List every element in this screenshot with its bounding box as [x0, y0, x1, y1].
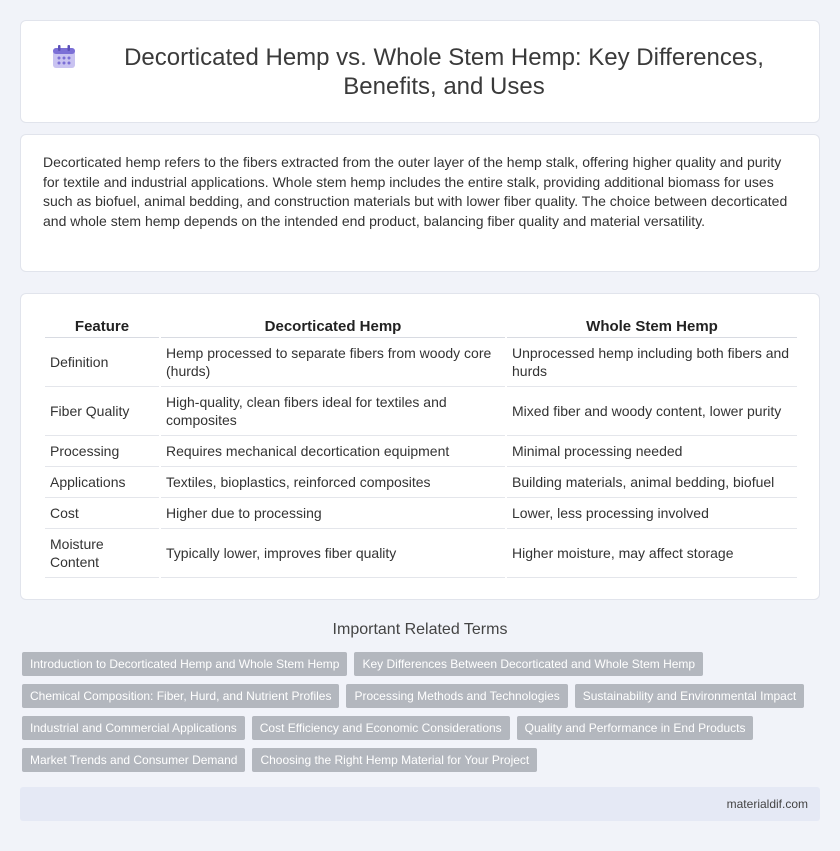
header-whole-stem: Whole Stem Hemp — [507, 314, 797, 338]
whole-stem-cell: Minimal processing needed — [507, 436, 797, 467]
decorticated-cell: High-quality, clean fibers ideal for textiles and composites — [161, 387, 505, 436]
feature-cell: Applications — [45, 467, 159, 498]
whole-stem-cell: Building materials, animal bedding, biofuel — [507, 467, 797, 498]
feature-cell: Processing — [45, 436, 159, 467]
table-row — [45, 436, 797, 467]
related-term-tag[interactable]: Sustainability and Environmental Impact — [575, 684, 804, 708]
related-term-tag[interactable]: Industrial and Commercial Applications — [22, 716, 245, 740]
related-term-tag[interactable]: Processing Methods and Technologies — [346, 684, 567, 708]
footer — [20, 787, 820, 821]
decorticated-cell: Typically lower, improves fiber quality — [161, 529, 505, 578]
related-terms-list — [22, 652, 822, 772]
whole-stem-cell: Lower, less processing involved — [507, 498, 797, 529]
table-row — [45, 338, 797, 387]
related-term-tag[interactable]: Introduction to Decorticated Hemp and Whole Stem Hemp — [22, 652, 347, 676]
feature-cell: Moisture Content — [45, 529, 159, 578]
whole-stem-cell: Higher moisture, may affect storage — [507, 529, 797, 578]
table-row — [45, 529, 797, 578]
table-row — [45, 498, 797, 529]
feature-cell: Fiber Quality — [45, 387, 159, 436]
table-row — [45, 387, 797, 436]
decorticated-cell: Hemp processed to separate fibers from woody core (hurds) — [161, 338, 505, 387]
intro-paragraph: Decorticated hemp refers to the fibers extracted from the outer layer of the hemp stalk, offering higher quality and purity for textile and industrial applications. Whole stem hemp includes the entire stalk, providing additional biomass for uses such as biofuel, animal bedding, and construction materials but with lower fiber quality. The choice between decorticated and whole stem hemp depends on the intended end product, balancing fiber quality and material versatility. — [43, 154, 788, 229]
header-feature: Feature — [45, 314, 159, 338]
decorticated-cell: Requires mechanical decortication equipment — [161, 436, 505, 467]
decorticated-cell: Higher due to processing — [161, 498, 505, 529]
feature-cell: Definition — [45, 338, 159, 387]
whole-stem-cell: Unprocessed hemp including both fibers and hurds — [507, 338, 797, 387]
comparison-table — [43, 314, 799, 578]
related-term-tag[interactable]: Cost Efficiency and Economic Considerations — [252, 716, 510, 740]
header-inner — [21, 21, 819, 122]
page-title: Decorticated Hemp vs. Whole Stem Hemp: Key Differences, Benefits, and Uses — [124, 43, 764, 100]
calendar-icon — [51, 44, 77, 70]
feature-cell: Cost — [45, 498, 159, 529]
related-terms-title: Important Related Terms — [332, 621, 508, 638]
table-row — [45, 467, 797, 498]
related-term-tag[interactable]: Quality and Performance in End Products — [517, 716, 754, 740]
related-term-tag[interactable]: Key Differences Between Decorticated and Whole Stem Hemp — [354, 652, 703, 676]
header-decorticated: Decorticated Hemp — [161, 314, 505, 338]
table-header-row — [45, 314, 797, 338]
comparison-card — [20, 293, 820, 600]
decorticated-cell: Textiles, bioplastics, reinforced composites — [161, 467, 505, 498]
related-term-tag[interactable]: Choosing the Right Hemp Material for Your Project — [252, 748, 537, 772]
footer-site-link[interactable]: materialdif.com — [726, 797, 808, 811]
related-term-tag[interactable]: Market Trends and Consumer Demand — [22, 748, 245, 772]
related-term-tag[interactable]: Chemical Composition: Fiber, Hurd, and Nutrient Profiles — [22, 684, 339, 708]
whole-stem-cell: Mixed fiber and woody content, lower purity — [507, 387, 797, 436]
header-card — [20, 20, 820, 123]
intro-card — [20, 134, 820, 272]
